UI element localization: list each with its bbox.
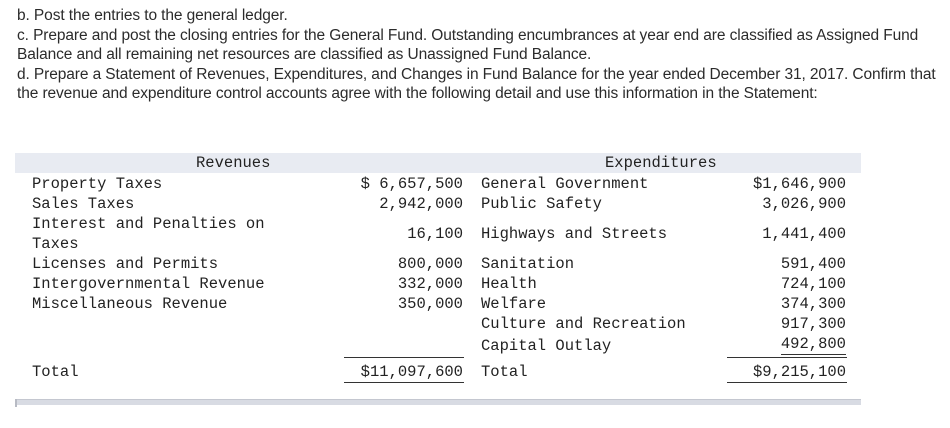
expenditure-value-welfare: 374,300 [780, 295, 846, 313]
revenue-total-double-rule [344, 382, 464, 383]
instruction-d: d. Prepare a Statement of Revenues, Expenditures, and Changes in Fund Balance for the year ended December 31, 2017. Confirm that the revenue and expenditure control accounts agree with the following detail and use this information in the Statement: [17, 65, 936, 102]
revenues-header: Revenues [196, 154, 271, 172]
expenditure-label-capital-outlay: Capital Outlay [481, 337, 612, 355]
revenue-label-property-taxes: Property Taxes [32, 175, 163, 193]
revenue-value-licenses: 800,000 [397, 255, 463, 273]
table-bottom-border [15, 399, 861, 405]
expenditure-label-health: Health [481, 275, 537, 293]
table-bottom-left-edge [15, 399, 17, 407]
revenue-label-interest-line1: Interest and Penalties on [32, 215, 265, 233]
revenue-total-value: $11,097,600 [360, 363, 463, 381]
revenue-label-miscellaneous: Miscellaneous Revenue [32, 295, 228, 313]
expenditure-value-general-government: $1,646,900 [752, 175, 846, 193]
revenue-total-rule [344, 357, 464, 358]
expenditure-label-general-government: General Government [481, 175, 649, 193]
expenditure-label-culture: Culture and Recreation [481, 315, 686, 333]
revenue-total-label: Total [32, 363, 79, 381]
expenditure-total-rule [727, 357, 847, 358]
revenue-label-licenses: Licenses and Permits [32, 255, 219, 273]
expenditure-value-highways: 1,441,400 [762, 225, 846, 243]
expenditure-label-sanitation: Sanitation [481, 255, 575, 273]
expenditure-value-sanitation: 591,400 [780, 255, 846, 273]
expenditure-label-public-safety: Public Safety [481, 195, 602, 213]
revenue-label-sales-taxes: Sales Taxes [32, 195, 135, 213]
expenditure-label-welfare: Welfare [481, 295, 547, 313]
expenditure-value-culture: 917,300 [780, 315, 846, 333]
revenue-value-miscellaneous: 350,000 [397, 295, 463, 313]
revenue-value-property-taxes: $ 6,657,500 [360, 175, 463, 193]
expenditures-header: Expenditures [605, 154, 717, 172]
revenue-label-intergovernmental: Intergovernmental Revenue [32, 275, 265, 293]
expenditure-total-value: $9,215,100 [752, 363, 846, 381]
expenditure-label-highways: Highways and Streets [481, 225, 668, 243]
revenue-value-sales-taxes: 2,942,000 [379, 195, 463, 213]
instruction-b: b. Post the entries to the general ledger. [17, 7, 288, 24]
revenue-label-interest-line2: Taxes [32, 235, 79, 253]
instruction-c: c. Prepare and post the closing entries for the General Fund. Outstanding encumbrances at year end are classified as Assigned Fund Balance and all remaining net resources are classified as Unassigned Fund Balance. [17, 26, 919, 63]
expenditure-value-public-safety: 3,026,900 [762, 195, 846, 213]
revenue-value-interest: 16,100 [407, 225, 463, 243]
expenditure-total-double-rule [727, 382, 847, 383]
table-header-band [15, 153, 861, 173]
expenditure-value-health: 724,100 [780, 275, 846, 293]
instructions [17, 6, 942, 104]
revenue-value-intergovernmental: 332,000 [397, 275, 463, 293]
expenditure-total-label: Total [481, 363, 528, 381]
expenditure-value-capital-outlay: 492,800 [780, 335, 846, 353]
